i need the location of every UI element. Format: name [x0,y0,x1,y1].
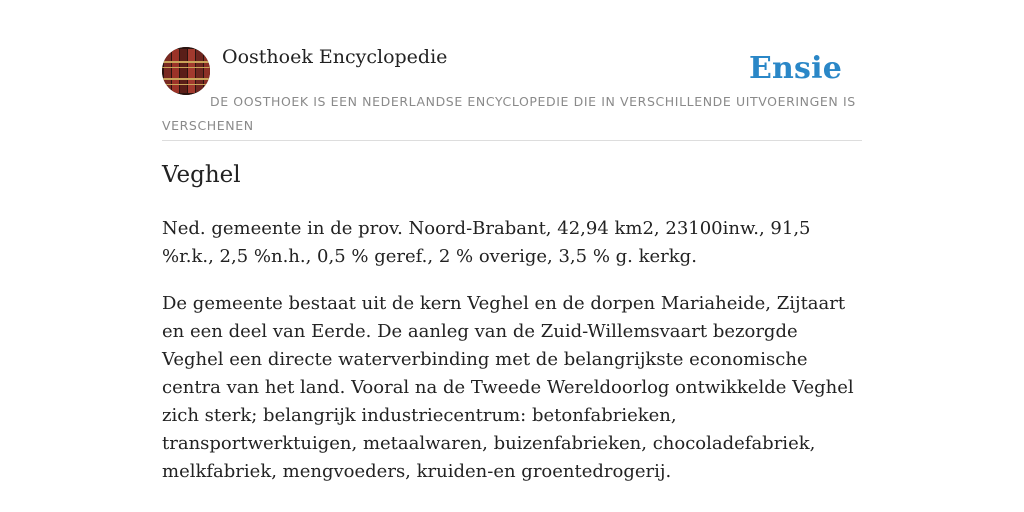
entry-paragraph: Ned. gemeente in de prov. Noord-Brabant, 42,94 km2, 23100inw., 91,5 %r.k., 2,5 %n.h., 0,5 % geref., 2 % overige, 3,5 % g. kerkg. [162,218,811,267]
entry-title: Veghel [162,162,241,188]
encyclopedia-books-icon[interactable] [162,47,210,95]
source-header [162,0,862,141]
source-title[interactable]: Oosthoek Encyclopedie [222,46,448,68]
source-tagline: DE OOSTHOEK IS EEN NEDERLANDSE ENCYCLOPEDIE DIE IN VERSCHILLENDE UITVOERINGEN IS VERSCHENEN [162,94,856,133]
entry-paragraph: De gemeente bestaat uit de kern Veghel en de dorpen Mariaheide, Zijtaart en een deel van Eerde. De aanleg van de Zuid-Willemsvaart bezorgde Veghel een directe waterverbinding met de belangrijkste economische centra van het land. Vooral na de Tweede Wereldoorlog ontwikkelde Veghel zich sterk; belangrijk industriecentrum: betonfabrieken, transportwerktuigen, metaalwaren, buizenfabrieken, chocoladefabriek, melkfabriek, mengvoeders, kruiden-en groentedrogerij. [162,293,854,482]
entry-card [162,0,862,512]
ensie-logo[interactable]: Ensie [748,51,842,86]
entry-body [162,215,864,505]
